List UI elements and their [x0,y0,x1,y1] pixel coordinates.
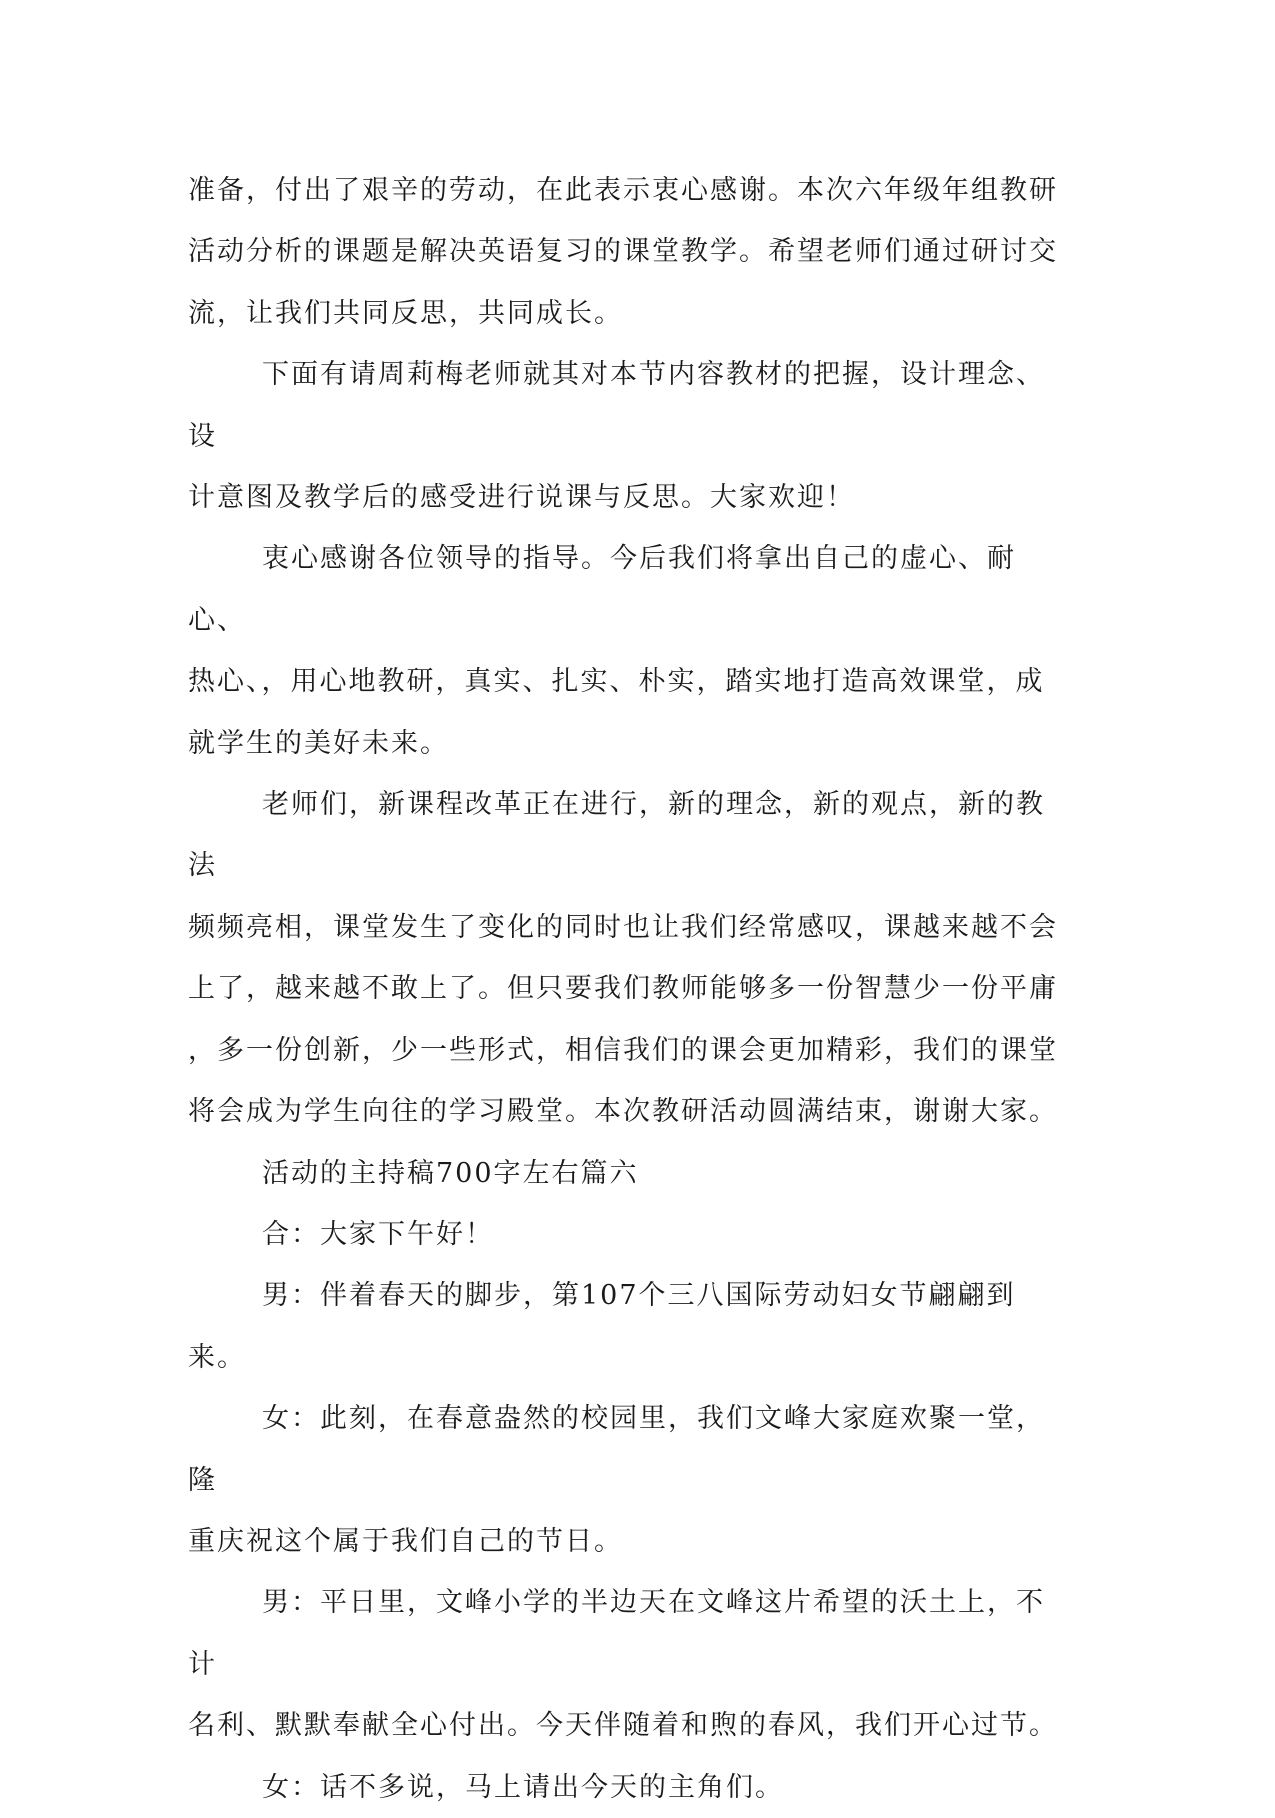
text-line: 准备，付出了艰辛的劳动，在此表示衷心感谢。本次六年级年组教研 [188,175,1058,206]
text-line: 女：此刻，在春意盎然的校园里，我们文峰大家庭欢聚一堂，隆 [188,1403,1045,1496]
paragraph [188,1572,1068,1756]
paragraph [188,1757,1068,1818]
text-line: 老师们，新课程改革正在进行，新的理念，新的观点，新的教法 [188,789,1045,882]
document-body [188,160,1068,1818]
text-line: 下面有请周莉梅老师就其对本节内容教材的把握，设计理念、设 [188,359,1045,452]
text-line: 计意图及教学后的感受进行说课与反思。大家欢迎！ [188,482,855,514]
text-line: 活动的主持稿700字左右篇六 [262,1157,639,1189]
text-line: 活动分析的课题是解决英语复习的课堂教学。希望老师们通过研讨交 [188,236,1058,268]
text-line: 合：大家下午好！ [262,1218,494,1250]
text-line: 将会成为学生向往的学习殿堂。本次教研活动圆满结束，谢谢大家。 [188,1096,1058,1128]
text-line: 上了，越来越不敢上了。但只要我们教师能够多一份智慧少一份平庸 [188,973,1058,1005]
paragraph [188,1204,1068,1265]
text-line: 名利、默默奉献全心付出。今天伴随着和煦的春风，我们开心过节。 [188,1710,1058,1742]
paragraph [188,528,1068,774]
text-line: 热心、，用心地教研，真实、扎实、朴实，踏实地打造高效课堂，成 [188,666,1045,698]
text-line: 频频亮相，课堂发生了变化的同时也让我们经常感叹，课越来越不会 [188,911,1058,943]
text-line: 女：话不多说，马上请出今天的主角们。 [262,1771,784,1803]
paragraph [188,344,1068,528]
paragraph [188,160,1068,344]
paragraph [188,1265,1068,1388]
text-line: 就学生的美好未来。 [188,727,449,759]
text-line: 流，让我们共同反思，共同成长。 [188,297,623,329]
text-line: 男：平日里，文峰小学的半边天在文峰这片希望的沃土上，不计 [188,1587,1045,1680]
text-line: ，多一份创新，少一些形式，相信我们的课会更加精彩，我们的课堂 [188,1034,1058,1066]
text-line: 男：伴着春天的脚步，第107个三八国际劳动妇女节翩翩到来。 [188,1280,1016,1373]
section-heading [188,1143,1068,1204]
text-line: 重庆祝这个属于我们自己的节日。 [188,1525,623,1557]
text-line: 衷心感谢各位领导的指导。今后我们将拿出自己的虚心、耐心、 [188,543,1016,636]
paragraph [188,1388,1068,1572]
paragraph [188,774,1068,1142]
